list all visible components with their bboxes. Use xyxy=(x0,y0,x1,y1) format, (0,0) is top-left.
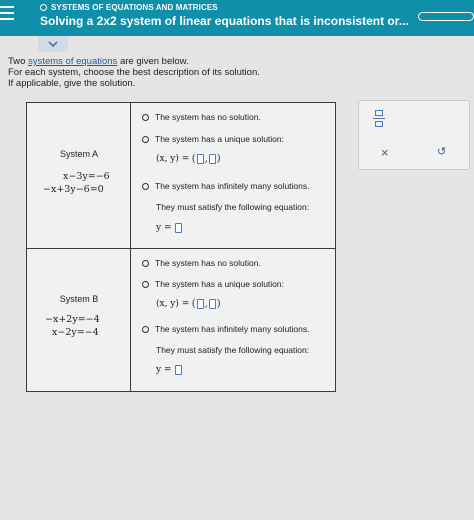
instructions xyxy=(8,56,260,89)
b-unique-label: The system has a unique solution: xyxy=(155,279,284,289)
instr-prefix: Two xyxy=(8,56,29,67)
b-must-satisfy: They must satisfy the following equation: xyxy=(156,345,310,355)
a-equation-box[interactable] xyxy=(175,223,182,233)
system-a-eq1: x−3y=−6 xyxy=(63,171,110,182)
instr-line3: If applicable, give the solution. xyxy=(8,78,136,89)
top-bar xyxy=(0,0,474,36)
a-infinite-option[interactable] xyxy=(142,181,309,191)
circle-icon xyxy=(40,4,47,11)
b-unique-input: (x, y) = ( , ) xyxy=(156,298,221,310)
system-a-options xyxy=(132,103,335,248)
system-a-name: System A xyxy=(59,149,98,159)
a-unique-option[interactable] xyxy=(142,134,284,144)
systems-link[interactable]: systems of equations xyxy=(28,56,118,67)
clear-button[interactable]: × xyxy=(381,145,389,160)
b-xy-label: (x, y) = xyxy=(156,299,190,309)
system-b-options xyxy=(132,249,335,391)
system-b-row xyxy=(27,249,335,391)
system-a-cell xyxy=(27,103,131,248)
undo-button[interactable]: ↺ xyxy=(437,146,447,158)
system-b-cell xyxy=(27,249,131,391)
system-a-eq2: −x+3y−6=0 xyxy=(43,184,104,195)
b-no-solution-option[interactable] xyxy=(142,258,261,268)
b-equation-input xyxy=(156,364,183,375)
chevron-down-icon xyxy=(48,41,58,47)
radio-icon[interactable] xyxy=(142,183,149,190)
a-y-eq-label: y = xyxy=(156,223,172,233)
system-b-eq1: −x+2y=−4 xyxy=(45,314,100,325)
a-unique-input: (x, y) = ( , ) xyxy=(156,153,221,165)
a-x-input[interactable] xyxy=(197,154,204,164)
a-no-solution-option[interactable] xyxy=(142,112,261,122)
a-no-solution-label: The system has no solution. xyxy=(155,112,261,122)
a-xy-label: (x, y) = xyxy=(156,154,190,164)
systems-table xyxy=(26,102,336,392)
radio-icon[interactable] xyxy=(142,281,149,288)
answer-tool-panel xyxy=(358,100,470,170)
system-b-eq2: x−2y=−4 xyxy=(52,327,99,338)
b-y-eq-label: y = xyxy=(156,365,172,375)
topic-label xyxy=(40,3,218,12)
radio-icon[interactable] xyxy=(142,326,149,333)
a-infinite-label: The system has infinitely many solutions. xyxy=(155,181,310,191)
a-equation-input xyxy=(156,222,183,233)
b-y-input[interactable] xyxy=(209,299,216,309)
topic-text: SYSTEMS OF EQUATIONS AND MATRICES xyxy=(51,3,218,12)
radio-icon[interactable] xyxy=(142,114,149,121)
system-a-row xyxy=(27,103,335,249)
menu-icon[interactable] xyxy=(0,6,16,20)
a-y-input[interactable] xyxy=(209,154,216,164)
progress-indicator xyxy=(418,12,474,21)
fraction-icon[interactable] xyxy=(373,109,385,129)
a-unique-label: The system has a unique solution: xyxy=(155,134,284,144)
a-must-satisfy: They must satisfy the following equation: xyxy=(156,202,310,212)
radio-icon[interactable] xyxy=(142,136,149,143)
b-unique-option[interactable] xyxy=(142,279,284,289)
b-infinite-label: The system has infinitely many solutions. xyxy=(155,324,310,334)
b-x-input[interactable] xyxy=(197,299,204,309)
collapse-button[interactable] xyxy=(38,36,68,52)
b-equation-box[interactable] xyxy=(175,365,182,375)
system-b-name: System B xyxy=(59,294,99,304)
instr-line2: For each system, choose the best description of its solution. xyxy=(8,67,260,78)
page-title: Solving a 2x2 system of linear equations that is inconsistent or... xyxy=(40,14,409,28)
b-no-solution-label: The system has no solution. xyxy=(155,258,261,268)
b-infinite-option[interactable] xyxy=(142,324,309,334)
radio-icon[interactable] xyxy=(142,260,149,267)
instr-suffix: are given below. xyxy=(117,56,189,67)
